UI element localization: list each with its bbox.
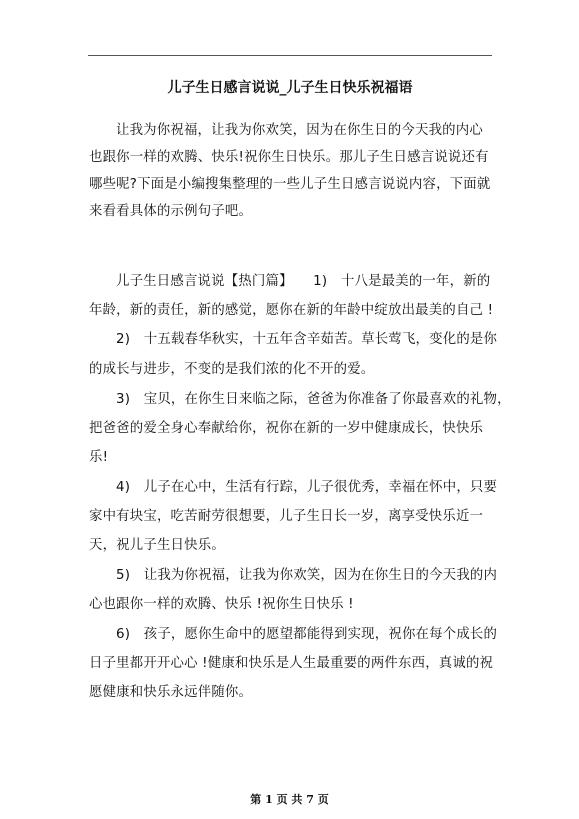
page-footer: 第 1 页 共 7 页: [250, 793, 329, 806]
intro-line: 来看看具体的示例句子吧。: [89, 204, 253, 219]
body-line: 4) 儿子在心中，生活有行踪，儿子很优秀，幸福在怀中，只要: [116, 480, 498, 495]
body-line: 6) 孩子，愿你生命中的愿望都能得到实现，祝你在每个成长的: [116, 627, 498, 642]
header-rule: [88, 55, 492, 56]
body-line: 5) 让我为你祝福，让我为你欢笑，因为在你生日的今天我的内: [116, 568, 498, 583]
intro-line: 也跟你一样的欢腾、快乐!祝你生日快乐。那儿子生日感言说说还有: [89, 150, 489, 165]
body-line: 天，祝儿子生日快乐。: [89, 538, 225, 553]
body-line: 把爸爸的爱全身心奉献给你，祝你在新的一岁中健康成长，快快乐: [89, 421, 484, 436]
body-line: 心也跟你一样的欢腾、快乐 !祝你生日快乐 !: [89, 597, 354, 612]
section-heading-line: 儿子生日感言说说【热门篇】 1) 十八是最美的一年，新的: [116, 274, 491, 289]
body-line: 愿健康和快乐永远伴随你。: [89, 685, 253, 700]
body-line: 乐!: [89, 450, 109, 465]
body-line: 日子里都开开心心 !健康和快乐是人生最重要的两件东西，真诚的祝: [89, 656, 494, 671]
intro-line: 哪些呢?下面是小编搜集整理的一些儿子生日感言说说内容，下面就: [89, 177, 491, 192]
document-title: 儿子生日感言说说_儿子生日快乐祝福语: [167, 80, 413, 96]
body-line: 3) 宝贝，在你生日来临之际，爸爸为你准备了你最喜欢的礼物，: [116, 392, 511, 407]
body-line: 家中有块宝，吃苦耐劳很想要，儿子生日长一岁，离享受快乐近一: [89, 509, 484, 524]
body-line: 2) 十五载春华秋实，十五年含辛茹苦。草长莺飞，变化的是你: [116, 332, 498, 347]
intro-line: 让我为你祝福，让我为你欢笑，因为在你生日的今天我的内心: [116, 123, 483, 138]
body-line: 年龄，新的责任，新的感觉，愿你在新的年龄中绽放出最美的自己 !: [89, 303, 494, 318]
body-line: 的成长与进步，不变的是我们浓的化不开的爱。: [89, 362, 375, 377]
